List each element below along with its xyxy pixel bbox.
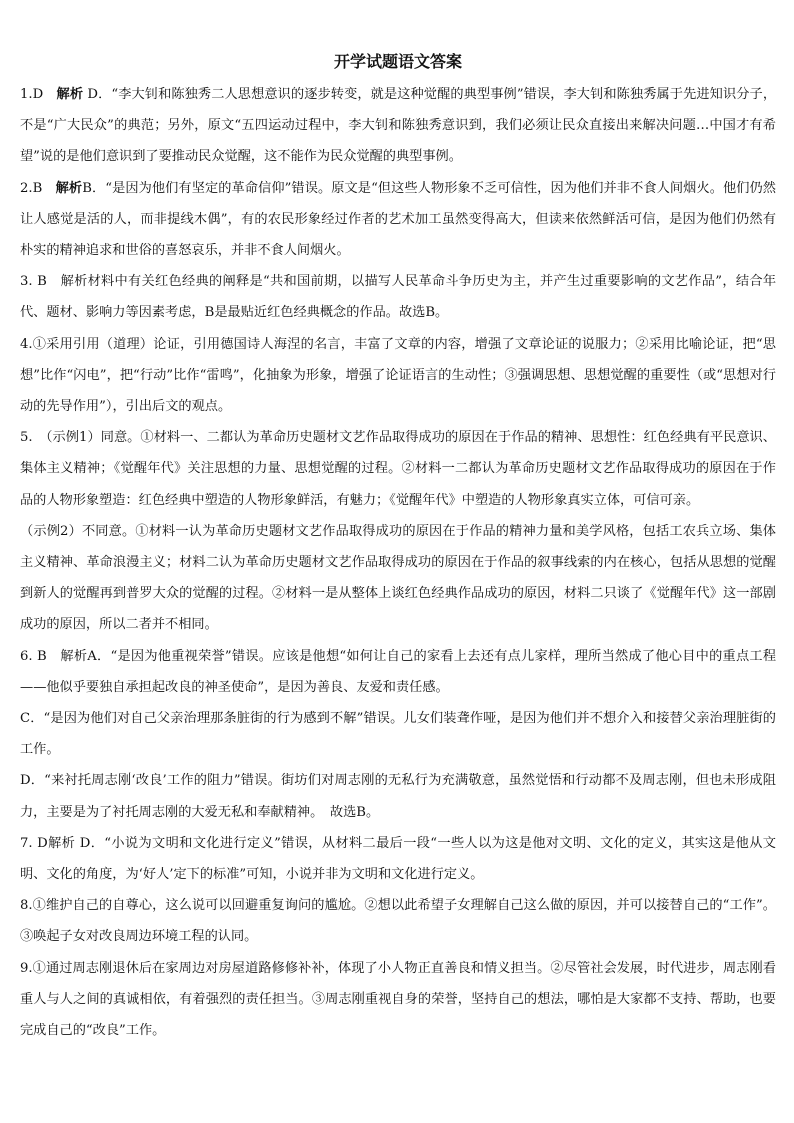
answer-lead: 8. [20,898,33,914]
answer-text: B．“是因为他们有坚定的革命信仰”错误。原文是“但这些人物形象不乏可信性，因为他们并非不食人间烟火。他们仍然让人感觉是活的人，而非提线木偶”，有的农民形象经过作者的艺术加工虽然变得高大，但读来依然鲜活可信，是因为他们仍然有朴实的精神追求和世俗的喜怒哀乐，并非不食人间烟火。 [20,180,776,259]
answer-2 [20,173,776,267]
page-title: 开学试题语文答案 [333,52,462,71]
answer-text: D．“李大钊和陈独秀二人思想意识的逐步转变，就是这种觉醒的典型事例”错误，李大钊和陈独秀属于先进知识分子，不是“广大民众”的典范；另外，原文“五四运动过程中，李大钊和陈独秀意识到，我们必须让民众直接出来解决问题…中国才有希望”说的是他们意识到了要推动民众觉醒，这不能作为民众觉醒的典型事例。 [20,87,777,165]
answer-lead: 6. B [20,648,61,664]
answer-6 [20,641,776,703]
analysis-label: 解析 [55,180,83,196]
answer-6-c [20,703,776,765]
answer-5-example-1 [20,422,776,516]
answer-text: C．“是因为他们对自己父亲治理那条脏街的行为感到不解”错误。儿女们装聋作哑，是因为他们并不想介入和接替父亲治理脏街的工作。 [20,711,776,758]
answer-5-example-2 [20,516,776,641]
answer-text: 解析 D．“小说为文明和文化进行定义”错误，从材料二最后一段“一些人以为这是他对文明、文化的定义，其实这是他从文明、文化的角度，为‘好人’定下的标准”可知，小说并非为文明和文化进行定义。 [20,835,776,883]
answer-lead: 2.B [20,180,56,196]
answer-lead: 9. [20,960,33,976]
answer-text: 解析A．“是因为他重视荣誉”错误。应该是他想“如何让自己的家看上去还有点儿家样，理所当然成了他心目中的重点工程——他似乎要独自承担起改良的神圣使命”，是因为善良、友爱和责任感。 [20,648,777,695]
answer-3 [20,266,776,328]
answer-4 [20,329,776,423]
answer-9 [20,953,776,1047]
answer-document [20,52,776,1046]
answer-7 [20,828,776,890]
answer-lead: 5. [20,430,46,446]
answer-text: （示例2）不同意。①材料一认为革命历史题材文艺作品取得成功的原因在于作品的精神力量和美学风格，包括工农兵立场、集体主义精神、革命浪漫主义；材料二认为革命历史题材文艺作品取得成功的原因在于作品的叙事线索的内在核心，包括从思想的觉醒到新人的觉醒再到普罗大众的觉醒的过程。②材料一是从整体上谈红色经典作品成功的原因，材料二只谈了《觉醒年代》这一部剧成功的原因，所以二者并不相同。 [20,523,776,633]
answer-lead: 1.D [20,87,57,102]
analysis-label: 解析 [56,87,84,102]
answer-text: ①维护自己的自尊心，这么说可以回避重复询问的尴尬。②想以此希望子女理解自己这么做的原因，并可以接替自己的“工作”。③唤起子女对改良周边环境工程的认同。 [20,898,776,945]
answer-text: 解析材料中有关红色经典的阐释是“共和国前期，以描写人民革命斗争历史为主，并产生过重要影响的文艺作品”，结合年代、题材、影响力等因素考虑，B是最贴近红色经典概念的作品。故选B。 [20,274,776,321]
answer-6-d [20,765,776,827]
answer-8 [20,890,776,952]
answer-lead: 4. [20,336,33,352]
answer-text: （示例1）同意。①材料一、二都认为革命历史题材文艺作品取得成功的原因在于作品的精神、思想性：红色经典有平民意识、集体主义精神；《觉醒年代》关注思想的力量、思想觉醒的过程。②材料一二都认为革命历史题材文艺作品取得成功的原因在于作品的人物形象塑造：红色经典中塑造的人物形象鲜活，有魅力；《觉醒年代》中塑造的人物形象真实立体，可信可亲。 [20,430,776,508]
answer-lead: 7. D [20,835,48,851]
answer-text: ①通过周志刚退休后在家周边对房屋道路修修补补，体现了小人物正直善良和情义担当。②尽管社会发展，时代进步，周志刚看重人与人之间的真诚相依，有着强烈的责任担当。③周志刚重视自身的荣誉，坚持自己的想法，哪怕是大家都不支持、帮助，也要完成自己的“改良”工作。 [20,960,776,1039]
answer-text: ①采用引用（道理）论证，引用德国诗人海涅的名言，丰富了文章的内容，增强了文章论证的说服力；②采用比喻论证，把“思想”比作“闪电”，把“行动”比作“雷鸣”，化抽象为形象，增强了论证语言的生动性；③强调思想、思想觉醒的重要性（或“思想对行动的先导作用”），引出后文的观点。 [20,336,776,415]
answer-1 [20,79,776,173]
answer-lead: 3. B [20,274,61,290]
answer-text: D．“来衬托周志刚‘改良’工作的阻力”错误。街坊们对周志刚的无私行为充满敬意，虽然觉悟和行动都不及周志刚，但也未形成阻力，主要是为了衬托周志刚的大爱无私和奉献精神。 故选B。 [20,773,776,820]
